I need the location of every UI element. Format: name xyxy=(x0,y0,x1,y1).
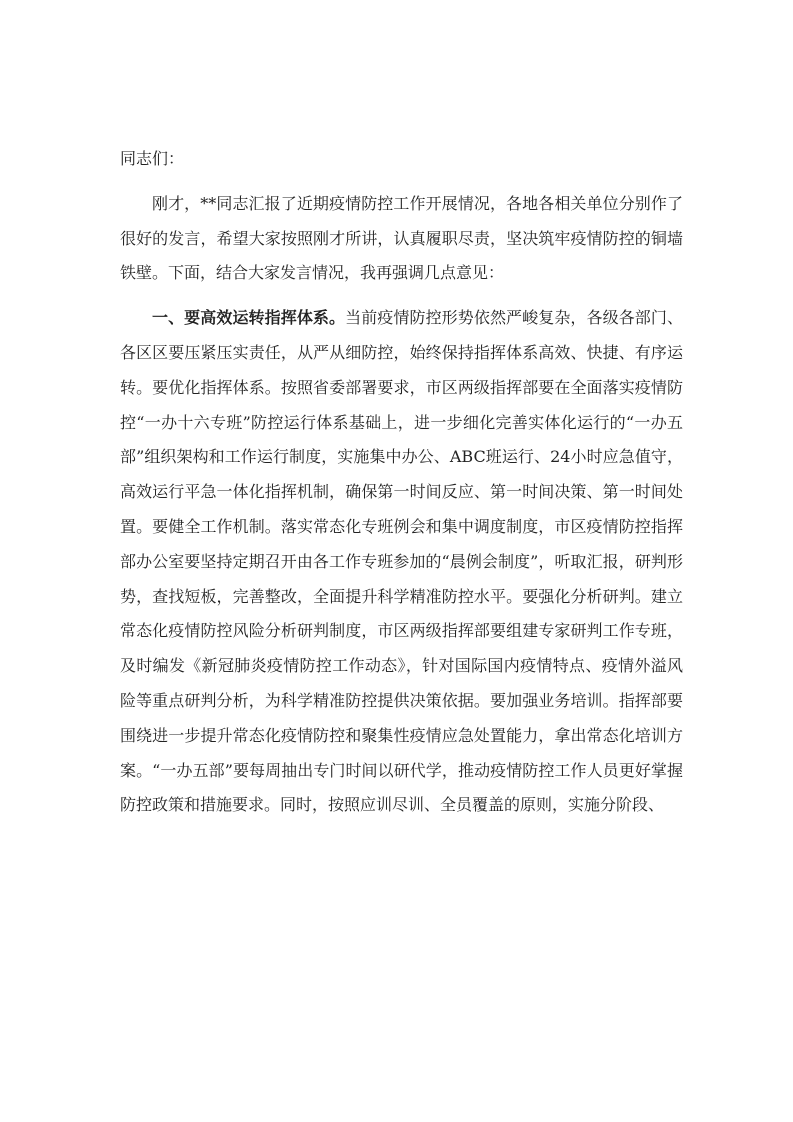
section-1-heading: 一、要高效运转指挥体系。 xyxy=(152,308,346,328)
section-1-paragraph xyxy=(120,301,683,823)
section-1-body: 当前疫情防控形势依然严峻复杂，各级各部门、各区区要压紧压实责任，从严从细防控，始终保持指挥体系高效、快捷、有序运转。要优化指挥体系。按照省委部署要求，市区两级指挥部要在全面落实疫情防控“一办十六专班”防控运行体系基础上，进一步细化完善实体化运行的“一办五部”组织架构和工作运行制度，实施集中办公、ABC班运行、24小时应急值守，高效运行平急一体化指挥机制，确保第一时间反应、第一时间决策、第一时间处置。要健全工作机制。落实常态化专班例会和集中调度制度，市区疫情防控指挥部办公室要坚持定期召开由各工作专班参加的“晨例会制度”，听取汇报，研判形势，查找短板，完善整改，全面提升科学精准防控水平。要强化分析研判。建立常态化疫情防控风险分析研判制度，市区两级指挥部要组建专家研判工作专班，及时编发《新冠肺炎疫情防控工作动态》，针对国际国内疫情特点、疫情外溢风险等重点研判分析，为科学精准防控提供决策依据。要加强业务培训。指挥部要围绕进一步提升常态化疫情防控和聚集性疫情应急处置能力，拿出常态化培训方案。“一办五部”要每周抽出专门时间以研代学，推动疫情防控工作人员更好掌握防控政策和措施要求。同时，按照应训尽训、全员覆盖的原则，实施分阶段、 xyxy=(120,308,683,815)
document-body xyxy=(120,142,683,833)
intro-paragraph: 刚才，**同志汇报了近期疫情防控工作开展情况，各地各相关单位分别作了很好的发言，希望大家按照刚才所讲，认真履职尽责，坚决筑牢疫情防控的铜墙铁壁。下面，结合大家发言情况，我再强调几点意见： xyxy=(120,193,683,283)
greeting-line: 同志们： xyxy=(120,149,185,168)
